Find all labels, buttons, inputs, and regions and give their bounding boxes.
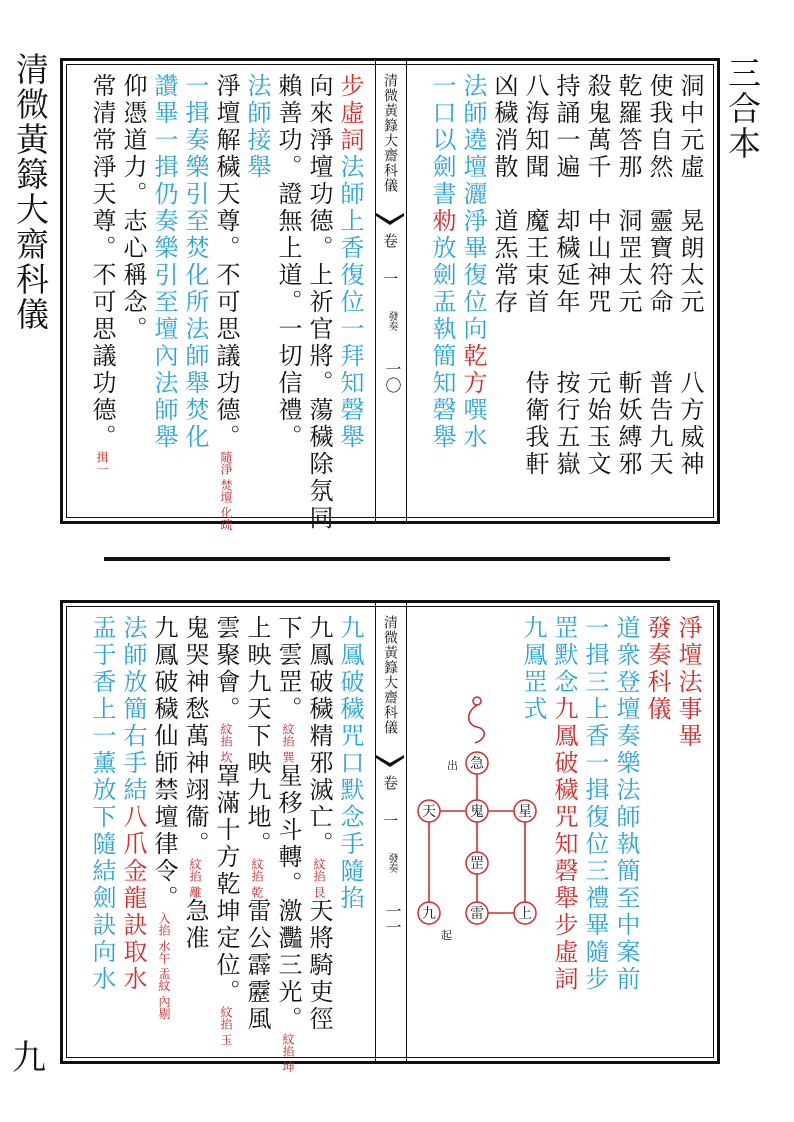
juan-label: 卷 [381,775,399,790]
text-segment: 九鳳破穢咒口默念手隨掐 [336,615,364,912]
book-title-side: 清微黃籙大齋科儀 [11,52,50,332]
text-column [117,615,148,1049]
text-segment [676,316,704,370]
annotation-note: 紋掐 坎 [219,723,233,763]
diagram-exit-label: 出 [447,759,458,772]
text-segment: 元始玉文 [583,370,611,478]
text-segment: 靈寶符命 [645,208,673,316]
text-column [303,615,334,1049]
text-segment: 持誦一遍 [552,73,580,181]
fish-tail-mark-icon [376,213,404,225]
text-column [148,615,179,1049]
text-segment: 魔王束首 [521,208,549,316]
text-column [579,615,610,1049]
text-column [610,615,641,1049]
text-segment: 殺鬼萬千 [583,73,611,181]
text-column [641,615,672,1049]
text-column [488,73,519,509]
text-column [334,615,365,1049]
top-left-text [79,73,365,532]
diagram-node-lei: 雷 [470,906,484,922]
text-segment: 却穢延年 [552,208,580,316]
text-column [241,73,272,509]
leaf-number: 一〇 [383,361,402,393]
text-column [179,73,210,509]
bottom-page-frame [60,600,720,1073]
text-segment [614,316,642,370]
text-segment: 上映九天下映九地。 [243,615,271,858]
diagram-start-label: 起 [441,929,452,942]
leaf-number: 一一 [383,903,402,935]
text-segment: 雲聚會。 [212,615,240,723]
top-page-frame [60,58,720,532]
juan-number: 一 [381,813,399,828]
text-segment: 九鳳破穢精邪滅亡。 [305,615,333,858]
top-right-text [403,73,705,509]
text-segment: 普告九天 [645,370,673,478]
text-segment: 向來淨壇功德。上祈官將。蕩穢除氛同 [305,73,333,532]
text-segment: 急准 [181,897,209,952]
text-column [672,615,703,1049]
text-segment [676,181,704,208]
page-number: 九 [12,1038,46,1078]
gutter-title: 清微黃籙大齋科儀 [382,615,398,735]
text-segment: 罡默念 [550,615,578,696]
text-column [179,615,210,1049]
annotation-note: 入掐 水午 盂紋 內剔 [157,912,171,1020]
text-segment: 按行五嶽 [552,370,580,478]
annotation-note: 紋掐 乾 [250,858,264,898]
text-segment [552,181,580,208]
text-column [148,73,179,509]
section-label: 發奏 [386,311,397,331]
text-column [210,615,241,1049]
text-segment: 斬妖縛邪 [614,370,642,478]
text-column [241,615,272,1049]
text-segment [583,316,611,370]
annotation-note: 隨淨 焚壇 化疏 [219,451,233,531]
text-segment: 下雲罡。 [274,615,302,723]
text-column [334,73,365,509]
diagram-node-gui: 鬼 [470,804,484,820]
text-segment: 法師遶壇灑淨畢復位向 [459,73,487,343]
text-segment: 發奏科儀 [643,615,671,723]
text-segment: 常清常淨天尊。不可思議功德。 [88,73,116,451]
annotation-note: 紋掐 巽 [281,723,295,763]
diagram-node-xing: 星 [518,804,532,820]
text-segment: 八海知聞 [521,73,549,181]
text-segment: 仰憑道力。志心稱念。 [119,73,147,343]
text-column [86,73,117,509]
text-segment: 一口以劍書 [428,73,456,208]
text-segment: 八方威神 [676,370,704,478]
text-segment: 使我自然 [645,73,673,181]
diagram-node-ji: 急 [470,756,484,772]
text-segment: 九鳳破穢咒知磬舉步虛詞 [550,696,578,993]
text-column [643,73,674,509]
text-segment: 道衆登壇奏樂法師執簡至中案前 [612,615,640,993]
text-column [581,73,612,509]
text-segment: 一揖奏樂引至焚化所法師舉焚化 [181,73,209,451]
text-segment: 勑 [428,208,456,235]
text-segment [645,181,673,208]
text-segment: 步虛詞 [336,73,364,154]
text-segment [614,181,642,208]
text-column [519,73,550,509]
bottom-gutter [375,603,407,1061]
text-segment: 道炁常存 [490,208,518,316]
text-column [117,73,148,509]
annotation-note: 紋掐 艮 [312,858,326,898]
text-segment [490,181,518,208]
text-column [86,615,117,1049]
text-segment: 雷公霹靂風 [243,897,271,1033]
diagram-node-shang: 上 [518,906,532,922]
text-column [210,73,241,531]
gutter-title: 清微黃籙大齋科儀 [382,73,398,193]
text-segment: 中山神咒 [583,208,611,316]
text-segment: 侍衛我軒 [521,370,549,478]
bottom-left-text [79,615,365,1073]
diagram-node-gang: 罡 [470,856,484,872]
text-column [426,73,457,509]
text-segment [552,316,580,370]
text-segment: 晃朗太元 [676,208,704,316]
text-segment: 罩滿十方乾坤定位。 [212,762,240,1006]
text-segment: 九鳳罡式 [519,615,547,723]
text-column [550,73,581,509]
text-segment: 乾羅答那 [614,73,642,181]
text-segment: 法師上香復位一拜知磬舉 [336,154,364,451]
text-segment: 鬼哭神愁萬神翊衞。 [181,615,209,858]
annotation-note: 揖一 [95,451,109,475]
section-label: 發奏 [386,853,397,873]
fish-tail-mark-icon [376,755,404,767]
text-column [612,73,643,509]
top-gutter [375,61,407,521]
nine-phoenix-diagram [403,683,553,953]
juan-label: 卷 [381,233,399,248]
text-segment: 放劍盂執簡知磬舉 [428,235,456,451]
text-column [303,73,334,532]
text-segment: 淨壇法事畢 [674,615,702,750]
text-segment: 淨壇解穢天尊。不可思議功德。 [212,73,240,451]
text-segment: 法師接舉 [243,73,271,181]
text-segment: 盂于香上一薰放下隨結劍訣向水 [88,615,116,993]
text-segment: 洞罡太元 [614,208,642,316]
text-segment: 凶穢消散 [490,73,518,181]
text-segment [583,181,611,208]
edition-label: 三合本 [723,56,762,161]
text-segment: 九鳳破穢仙師禁壇律令。 [150,615,178,912]
text-segment [645,316,673,370]
page-divider [104,557,670,561]
text-segment: 星移斗轉。激灩三光。 [274,762,302,1033]
text-segment: 賴善功。證無上道。一切信禮。 [274,73,302,451]
diagram-node-tian: 天 [422,804,436,820]
annotation-note: 紋掐 離 [188,858,202,898]
diagram-node-jiu: 九 [422,906,436,922]
text-segment: 噀水 [459,397,487,451]
annotation-note: 紋掐 玉 [219,1005,233,1046]
text-column [457,73,488,509]
text-column [272,73,303,509]
text-segment: 一揖三上香一揖復位三禮畢隨步 [581,615,609,993]
text-segment [521,181,549,208]
text-segment: 天將騎吏徑 [305,897,333,1033]
text-segment [521,316,549,370]
juan-number: 一 [381,271,399,286]
text-segment: 八爪金龍訣取水 [119,804,147,993]
annotation-note: 紋掐 坤 [281,1032,295,1073]
text-segment: 乾方 [459,343,487,397]
text-column [674,73,705,509]
text-column [272,615,303,1073]
text-segment: 法師放簡右手結 [119,615,147,804]
text-segment: 洞中元虛 [676,73,704,181]
text-segment: 讚畢一揖仍奏樂引至壇內法師舉 [150,73,178,451]
